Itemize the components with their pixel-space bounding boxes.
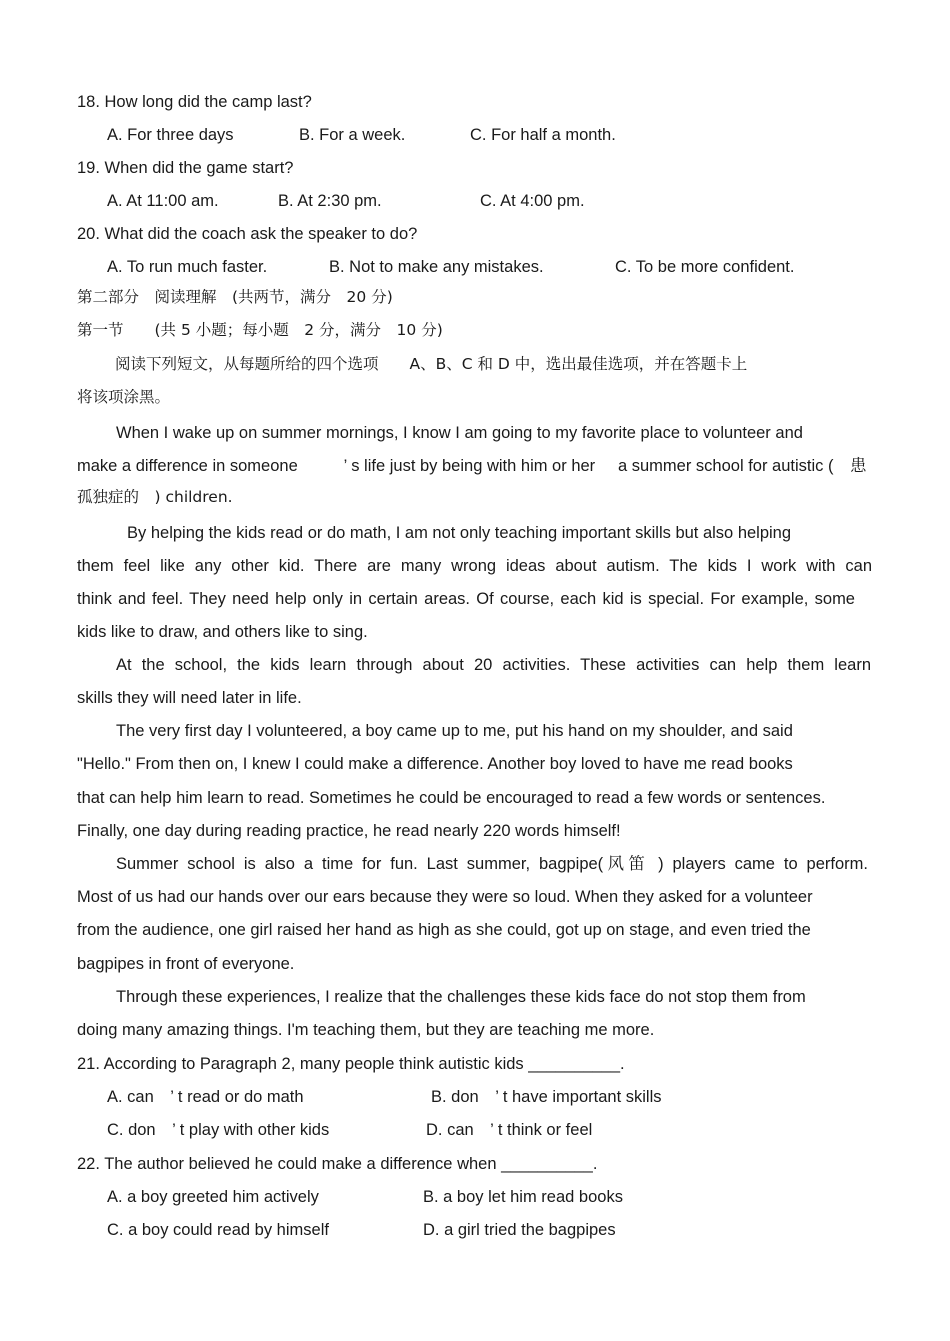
q21-option-c[interactable]: C. don ’ t play with other kids [107, 1121, 330, 1139]
question-22-stem: 22. The author believed he could make a difference when __________. [77, 1155, 598, 1173]
passage-p4-line-1: The very first day I volunteered, a boy came up to me, put his hand on my shoulder, and said [116, 722, 793, 740]
q21-option-d[interactable]: D. can ’ t think or feel [426, 1121, 593, 1139]
q18-option-c[interactable]: C. For half a month. [470, 126, 616, 144]
section-heading-part-two: 第二部分 阅读理解 (共两节，满分 20 分) [77, 288, 393, 306]
section-heading-section-one: 第一节 (共 5 小题；每小题 2 分，满分 10 分) [77, 321, 443, 339]
q22-option-a[interactable]: A. a boy greeted him actively [107, 1188, 319, 1206]
passage-p1-line-2: make a difference in someone ’ s life just by being with him or her [77, 457, 596, 475]
passage-p5-line-2: Most of us had our hands over our ears because they were so loud. When they asked for a volunteer [77, 888, 813, 906]
question-19-stem: 19. When did the game start? [77, 159, 294, 177]
instructions-line-1: 阅读下列短文，从每题所给的四个选项 A、B、C 和 D 中，选出最佳选项，并在答题卡上 [115, 355, 748, 373]
passage-p1-line-3: 孤独症的 ) children. [77, 488, 233, 506]
passage-p4-line-4: Finally, one day during reading practice, he read nearly 220 words himself! [77, 822, 621, 840]
q20-option-c[interactable]: C. To be more confident. [615, 258, 795, 276]
passage-p5-line-1: Summer school is also a time for fun. Last summer, bagpipe(风笛 ) players came to perform. [116, 855, 868, 873]
question-21-stem: 21. According to Paragraph 2, many people think autistic kids __________. [77, 1055, 625, 1073]
passage-p5-line-3: from the audience, one girl raised her hand as high as she could, got up on stage, and even tried the [77, 921, 811, 939]
passage-p1-line-2b: a summer school for autistic ( 患 [618, 457, 867, 475]
passage-p6-line-1: Through these experiences, I realize that the challenges these kids face do not stop them from [116, 988, 806, 1006]
instructions-line-2: 将该项涂黑。 [77, 388, 171, 406]
q21-option-b[interactable]: B. don ’ t have important skills [431, 1088, 662, 1106]
passage-p3-line-2: skills they will need later in life. [77, 689, 302, 707]
q22-option-d[interactable]: D. a girl tried the bagpipes [423, 1221, 616, 1239]
passage-p4-line-3: that can help him learn to read. Sometimes he could be encouraged to read a few words or sentences. [77, 789, 826, 807]
q19-option-b[interactable]: B. At 2:30 pm. [278, 192, 382, 210]
passage-p6-line-2: doing many amazing things. I'm teaching them, but they are teaching me more. [77, 1021, 655, 1039]
q22-option-b[interactable]: B. a boy let him read books [423, 1188, 623, 1206]
q18-option-a[interactable]: A. For three days [107, 126, 234, 144]
question-18-stem: 18. How long did the camp last? [77, 93, 312, 111]
q22-option-c[interactable]: C. a boy could read by himself [107, 1221, 329, 1239]
passage-p2-line-1: By helping the kids read or do math, I am not only teaching important skills but also helping [127, 524, 792, 542]
passage-p2-line-2: them feel like any other kid. There are many wrong ideas about autism. The kids I work with can [77, 557, 872, 575]
q18-option-b[interactable]: B. For a week. [299, 126, 406, 144]
passage-p1-line-1: When I wake up on summer mornings, I know I am going to my favorite place to volunteer and [116, 424, 803, 442]
passage-p2-line-3: think and feel. They need help only in certain areas. Of course, each kid is special. For example, some [77, 590, 855, 608]
passage-p3-line-1: At the school, the kids learn through about 20 activities. These activities can help them learn [116, 656, 871, 674]
passage-p5-line-4: bagpipes in front of everyone. [77, 955, 295, 973]
q21-option-a[interactable]: A. can ’ t read or do math [107, 1088, 304, 1106]
q19-option-c[interactable]: C. At 4:00 pm. [480, 192, 585, 210]
q20-option-b[interactable]: B. Not to make any mistakes. [329, 258, 544, 276]
q19-option-a[interactable]: A. At 11:00 am. [107, 192, 219, 210]
passage-p2-line-4: kids like to draw, and others like to sing. [77, 623, 368, 641]
question-20-stem: 20. What did the coach ask the speaker to do? [77, 225, 418, 243]
q20-option-a[interactable]: A. To run much faster. [107, 258, 268, 276]
passage-p4-line-2: "Hello." From then on, I knew I could make a difference. Another boy loved to have me read books [77, 755, 793, 773]
